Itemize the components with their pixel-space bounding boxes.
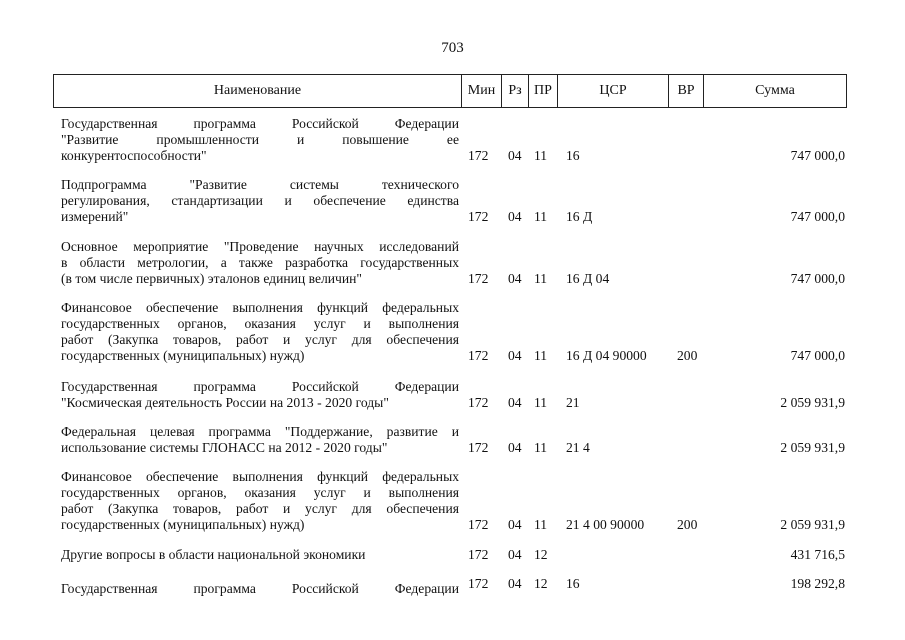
row-sum: 747 000,0 xyxy=(790,271,845,286)
row-min: 172 xyxy=(468,271,489,286)
row-name-line: "Космическая деятельность России на 2013 - 2020 годы" xyxy=(61,395,389,410)
row-name-line: "Развитие промышленности и повышение ее xyxy=(61,132,459,147)
table-row xyxy=(53,547,847,563)
row-sum: 747 000,0 xyxy=(790,148,845,163)
row-min: 172 xyxy=(468,440,489,455)
row-name-line: Государственная программа Российской Федерации xyxy=(61,581,459,596)
row-min: 172 xyxy=(468,576,489,591)
row-pr: 11 xyxy=(534,348,548,363)
row-name-line: (в том числе первичных) эталонов единиц величин" xyxy=(61,271,362,286)
header-name: Наименование xyxy=(54,75,462,107)
table-row xyxy=(53,300,847,364)
row-name xyxy=(61,379,459,411)
row-rz: 04 xyxy=(508,148,522,163)
row-rz: 04 xyxy=(508,348,522,363)
row-csr: 16 xyxy=(566,576,580,591)
table-row xyxy=(53,576,847,596)
row-name-line: Финансовое обеспечение выполнения функций федеральных xyxy=(61,469,459,484)
row-name-line: измерений" xyxy=(61,209,129,224)
table-row xyxy=(53,177,847,225)
row-pr: 11 xyxy=(534,148,548,163)
row-csr: 16 Д 04 xyxy=(566,271,610,286)
row-name xyxy=(61,239,459,287)
table-row xyxy=(53,116,847,164)
row-sum: 431 716,5 xyxy=(790,547,845,562)
table-row xyxy=(53,379,847,411)
row-name-line: государственных (муниципальных) нужд) xyxy=(61,517,305,532)
row-rz: 04 xyxy=(508,209,522,224)
row-vr: 200 xyxy=(677,517,698,532)
row-sum: 2 059 931,9 xyxy=(780,517,845,532)
row-name-line: Государственная программа Российской Федерации xyxy=(61,116,459,131)
row-sum: 198 292,8 xyxy=(790,576,845,591)
row-vr: 200 xyxy=(677,348,698,363)
header-rz: Рз xyxy=(502,75,529,107)
table-header xyxy=(53,74,847,108)
row-pr: 11 xyxy=(534,440,548,455)
row-name xyxy=(61,424,459,456)
row-sum: 2 059 931,9 xyxy=(780,395,845,410)
row-csr: 16 Д 04 90000 xyxy=(566,348,647,363)
row-name-line: работ (Закупка товаров, работ и услуг для обеспечения xyxy=(61,501,459,516)
row-name xyxy=(61,300,459,364)
row-name xyxy=(61,547,459,563)
row-pr: 12 xyxy=(534,576,548,591)
header-csr: ЦСР xyxy=(558,75,669,107)
row-name-line: государственных органов, оказания услуг и выполнения xyxy=(61,485,459,500)
header-sum: Сумма xyxy=(755,83,795,98)
row-min: 172 xyxy=(468,209,489,224)
row-min: 172 xyxy=(468,395,489,410)
row-pr: 11 xyxy=(534,395,548,410)
row-pr: 11 xyxy=(534,209,548,224)
row-csr: 21 xyxy=(566,395,580,410)
row-name-line: регулирования, стандартизации и обеспечение единства xyxy=(61,193,459,208)
row-rz: 04 xyxy=(508,547,522,562)
row-csr: 16 Д xyxy=(566,209,593,224)
row-name-line: Государственная программа Российской Федерации xyxy=(61,379,459,394)
table-row xyxy=(53,469,847,533)
row-name xyxy=(61,469,459,533)
table-row xyxy=(53,239,847,287)
row-csr: 21 4 xyxy=(566,440,590,455)
row-rz: 04 xyxy=(508,440,522,455)
row-name-line: государственных органов, оказания услуг и выполнения xyxy=(61,316,459,331)
row-name xyxy=(61,116,459,164)
table-row xyxy=(53,424,847,456)
row-name-line: Федеральная целевая программа "Поддержание, развитие и xyxy=(61,424,459,439)
header-min: Мин xyxy=(462,75,502,107)
row-name-line: работ (Закупка товаров, работ и услуг для обеспечения xyxy=(61,332,459,347)
row-sum: 747 000,0 xyxy=(790,209,845,224)
row-min: 172 xyxy=(468,547,489,562)
row-name-line: государственных (муниципальных) нужд) xyxy=(61,348,305,363)
row-name-line: Финансовое обеспечение выполнения функций федеральных xyxy=(61,300,459,315)
row-name-line: конкурентоспособности" xyxy=(61,148,207,163)
row-sum: 2 059 931,9 xyxy=(780,440,845,455)
row-pr: 12 xyxy=(534,547,548,562)
row-name-line: Подпрограмма "Развитие системы технического xyxy=(61,177,459,192)
row-rz: 04 xyxy=(508,517,522,532)
row-rz: 04 xyxy=(508,271,522,286)
header-pr: ПР xyxy=(529,75,558,107)
row-name-line: использование системы ГЛОНАСС на 2012 - 2020 годы" xyxy=(61,440,388,455)
row-min: 172 xyxy=(468,517,489,532)
row-rz: 04 xyxy=(508,395,522,410)
row-min: 172 xyxy=(468,348,489,363)
row-name-line: Основное мероприятие "Проведение научных исследований xyxy=(61,239,459,254)
row-name xyxy=(61,581,459,597)
row-pr: 11 xyxy=(534,271,548,286)
row-csr: 16 xyxy=(566,148,580,163)
row-name xyxy=(61,177,459,225)
row-pr: 11 xyxy=(534,517,548,532)
row-name-line: в области метрологии, а также разработка государственных xyxy=(61,255,459,270)
header-vr: ВР xyxy=(669,75,704,107)
row-min: 172 xyxy=(468,148,489,163)
row-name-line: Другие вопросы в области национальной экономики xyxy=(61,547,366,562)
row-rz: 04 xyxy=(508,576,522,591)
row-sum: 747 000,0 xyxy=(790,348,845,363)
row-csr: 21 4 00 90000 xyxy=(566,517,645,532)
page-number: 703 xyxy=(441,40,464,56)
